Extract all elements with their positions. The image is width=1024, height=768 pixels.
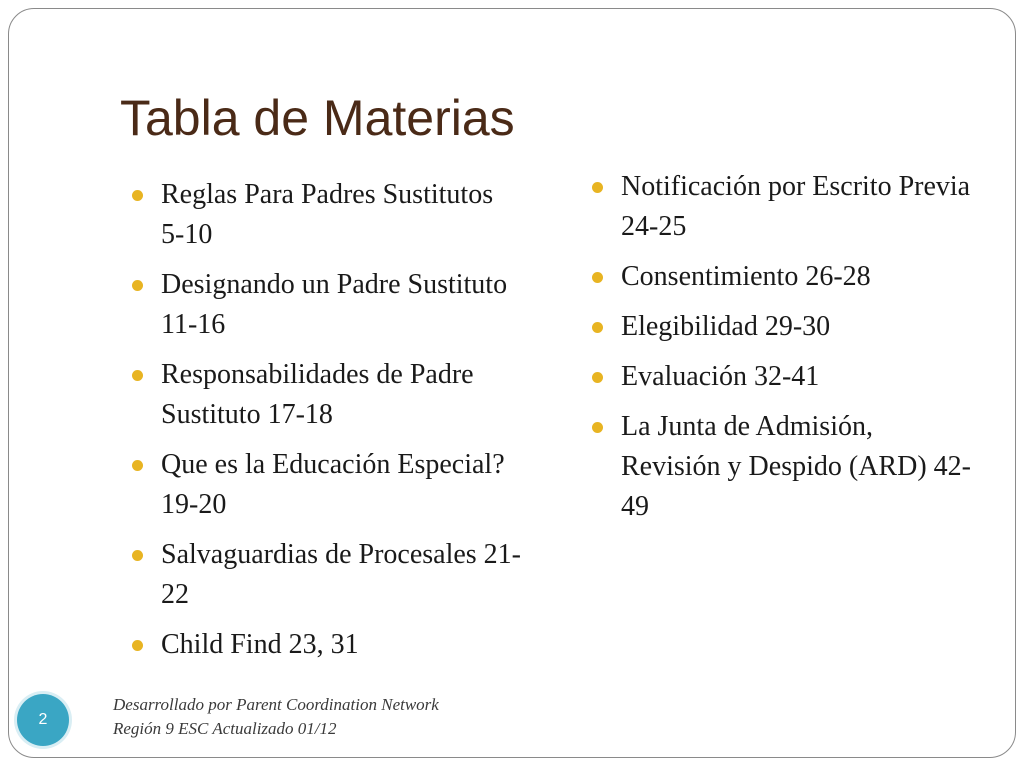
footer-line-2: Región 9 ESC Actualizado 01/12 xyxy=(113,719,337,738)
list-item-text: La Junta de Admisión, Revisión y Despido (ARD) 42-49 xyxy=(621,411,971,522)
footer-line-1: Desarrollado por Parent Coordination Network xyxy=(113,695,439,714)
footer-credit xyxy=(113,693,439,741)
list-item-text: Consentimiento 26-28 xyxy=(621,261,871,292)
bullet-icon xyxy=(132,190,143,201)
list-item xyxy=(592,357,972,397)
list-item-text: Notificación por Escrito Previa 24-25 xyxy=(621,171,971,242)
list-item xyxy=(132,625,522,665)
slide-title: Tabla de Materias xyxy=(120,90,515,146)
list-item-text: Evaluación 32-41 xyxy=(621,361,820,392)
list-item xyxy=(592,307,972,347)
list-item xyxy=(132,265,522,345)
list-item xyxy=(132,175,522,255)
bullet-icon xyxy=(592,422,603,433)
list-item xyxy=(592,167,972,247)
bullet-icon xyxy=(592,322,603,333)
list-item-text: Elegibilidad 29-30 xyxy=(621,311,831,342)
bullet-icon xyxy=(132,640,143,651)
bullet-icon xyxy=(132,280,143,291)
bullet-icon xyxy=(132,550,143,561)
bullet-icon xyxy=(132,460,143,471)
list-item xyxy=(132,445,522,525)
bullet-icon xyxy=(592,272,603,283)
list-item-text: Reglas Para Padres Sustitutos 5-10 xyxy=(161,179,494,250)
list-item-text: Que es la Educación Especial? 19-20 xyxy=(161,449,505,520)
list-item-text: Designando un Padre Sustituto 11-16 xyxy=(161,269,508,340)
list-item xyxy=(132,355,522,435)
bullet-icon xyxy=(592,372,603,383)
right-bullet-list xyxy=(592,167,972,537)
slide-number-badge: 2 xyxy=(17,694,69,746)
bullet-icon xyxy=(132,370,143,381)
list-item-text: Child Find 23, 31 xyxy=(161,629,359,660)
list-item-text: Salvaguardias de Procesales 21-22 xyxy=(161,539,521,610)
list-item xyxy=(592,407,972,527)
list-item-text: Responsabilidades de Padre Sustituto 17-18 xyxy=(161,359,474,430)
list-item xyxy=(132,535,522,615)
left-bullet-list xyxy=(132,175,522,675)
bullet-icon xyxy=(592,182,603,193)
list-item xyxy=(592,257,972,297)
